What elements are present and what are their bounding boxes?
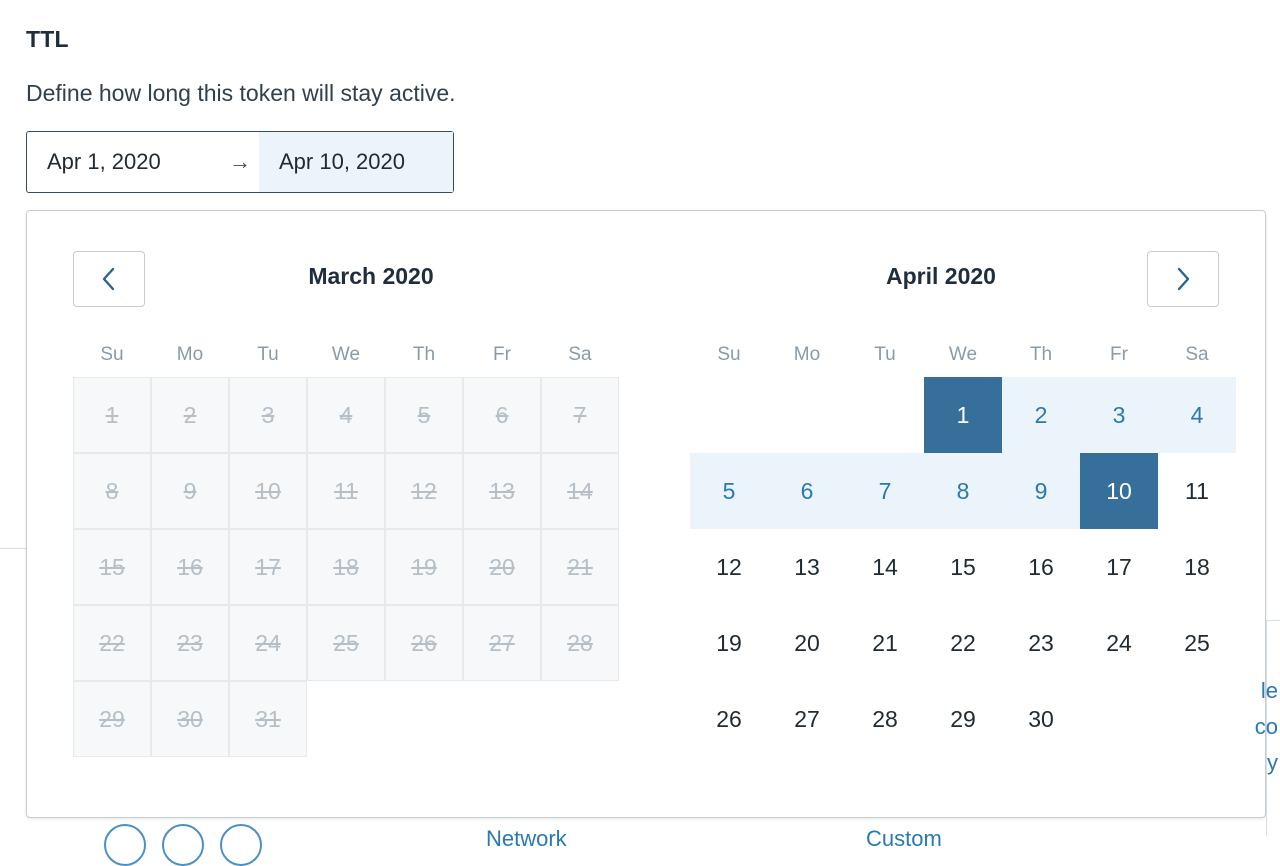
day-cell[interactable]: 12 [716, 553, 742, 580]
day-cell-empty [768, 377, 846, 453]
day-cell: 5 [385, 377, 463, 453]
background-link-2[interactable]: co [1254, 714, 1278, 739]
day-cell: 14 [541, 453, 619, 529]
day-cell: 1 [73, 377, 151, 453]
weekday-label: Su [100, 344, 124, 365]
day-cell: 7 [541, 377, 619, 453]
day-cell[interactable]: 25 [1184, 629, 1210, 656]
day-grid-left [73, 377, 646, 757]
next-month-button[interactable] [1147, 251, 1219, 307]
day-cell[interactable]: 26 [716, 705, 742, 732]
day-cell: 18 [307, 529, 385, 605]
weekday-label: Th [412, 344, 436, 365]
day-cell: 16 [151, 529, 229, 605]
day-cell[interactable]: 11 [1185, 477, 1209, 504]
day-cell: 8 [73, 453, 151, 529]
weekday-label: Sa [1185, 344, 1209, 365]
calendar-month-right [646, 333, 1265, 757]
day-cell[interactable]: 7 [846, 453, 924, 529]
day-cell: 13 [463, 453, 541, 529]
weekday-label: Mo [793, 344, 821, 365]
day-cell: 9 [151, 453, 229, 529]
page-title: TTL [26, 26, 69, 52]
day-cell[interactable]: 29 [950, 705, 976, 732]
day-cell[interactable]: 1 [924, 377, 1002, 453]
day-cell-empty [846, 377, 924, 453]
day-grid-right [690, 377, 1265, 757]
step-circle-icon [162, 824, 204, 866]
day-cell: 23 [151, 605, 229, 681]
end-date-field[interactable]: Apr 10, 2020 [259, 132, 453, 192]
weekday-label: We [948, 344, 978, 365]
weekday-label: We [331, 344, 361, 365]
day-cell[interactable]: 22 [950, 629, 976, 656]
day-cell: 30 [151, 681, 229, 757]
day-cell: 2 [151, 377, 229, 453]
day-cell: 22 [73, 605, 151, 681]
background-text-network: Network [486, 826, 567, 851]
right-month-title: April 2020 [886, 263, 996, 289]
weekday-label: Th [1029, 344, 1053, 365]
day-cell[interactable]: 2 [1002, 377, 1080, 453]
chevron-right-icon [1174, 266, 1192, 292]
date-range-input[interactable] [26, 131, 454, 193]
day-cell: 10 [229, 453, 307, 529]
day-cell: 19 [385, 529, 463, 605]
day-cell: 24 [229, 605, 307, 681]
day-cell: 26 [385, 605, 463, 681]
weekday-label: Fr [493, 344, 511, 365]
day-cell: 12 [385, 453, 463, 529]
background-step-indicators [104, 824, 262, 866]
day-cell: 21 [541, 529, 619, 605]
day-cell: 31 [229, 681, 307, 757]
left-month-title: March 2020 [308, 263, 434, 289]
day-cell: 6 [463, 377, 541, 453]
background-link-3[interactable]: y [1267, 750, 1278, 775]
day-cell-empty [690, 377, 768, 453]
day-cell: 17 [229, 529, 307, 605]
weekday-label: Fr [1110, 344, 1128, 365]
calendar-month-left [27, 333, 646, 757]
day-cell[interactable]: 16 [1028, 553, 1054, 580]
day-cell: 11 [307, 453, 385, 529]
day-cell[interactable]: 4 [1158, 377, 1236, 453]
weekday-label: Tu [874, 344, 896, 365]
day-cell: 25 [307, 605, 385, 681]
weekday-label: Tu [257, 344, 279, 365]
day-cell[interactable]: 10 [1080, 453, 1158, 529]
day-cell[interactable]: 5 [690, 453, 768, 529]
day-cell: 4 [307, 377, 385, 453]
day-cell[interactable]: 8 [924, 453, 1002, 529]
background-text-custom: Custom [866, 826, 942, 851]
step-circle-icon [104, 824, 146, 866]
day-cell[interactable]: 24 [1106, 629, 1132, 656]
day-cell: 28 [541, 605, 619, 681]
weekday-label: Mo [176, 344, 204, 365]
start-date-field[interactable]: Apr 1, 2020 [47, 149, 161, 174]
date-range-picker-popover [26, 210, 1266, 818]
day-cell: 20 [463, 529, 541, 605]
day-cell: 27 [463, 605, 541, 681]
day-cell[interactable]: 23 [1028, 629, 1054, 656]
previous-month-button[interactable] [73, 251, 145, 307]
arrow-right-icon: → [229, 149, 251, 174]
day-cell[interactable]: 9 [1002, 453, 1080, 529]
day-cell[interactable]: 27 [794, 705, 820, 732]
day-cell[interactable]: 13 [794, 553, 820, 580]
weekday-header-left [73, 333, 646, 377]
weekday-label: Su [717, 344, 741, 365]
day-cell[interactable]: 18 [1184, 553, 1210, 580]
day-cell: 3 [229, 377, 307, 453]
chevron-left-icon [100, 266, 118, 292]
day-cell[interactable]: 19 [716, 629, 742, 656]
day-cell[interactable]: 14 [872, 553, 898, 580]
background-divider [0, 548, 26, 549]
calendar-months [27, 333, 1265, 757]
weekday-label: Sa [568, 344, 592, 365]
day-cell[interactable]: 15 [950, 553, 976, 580]
day-cell[interactable]: 17 [1106, 553, 1132, 580]
day-cell: 15 [73, 529, 151, 605]
background-link-1[interactable]: le [1260, 678, 1278, 703]
weekday-header-right [690, 333, 1265, 377]
day-cell[interactable]: 20 [794, 629, 820, 656]
step-circle-icon [220, 824, 262, 866]
day-cell[interactable]: 30 [1028, 705, 1054, 732]
page-description: Define how long this token will stay active. [26, 80, 456, 106]
day-cell[interactable]: 6 [768, 453, 846, 529]
day-cell[interactable]: 21 [872, 629, 898, 656]
day-cell[interactable]: 3 [1080, 377, 1158, 453]
day-cell: 29 [73, 681, 151, 757]
day-cell[interactable]: 28 [872, 705, 898, 732]
